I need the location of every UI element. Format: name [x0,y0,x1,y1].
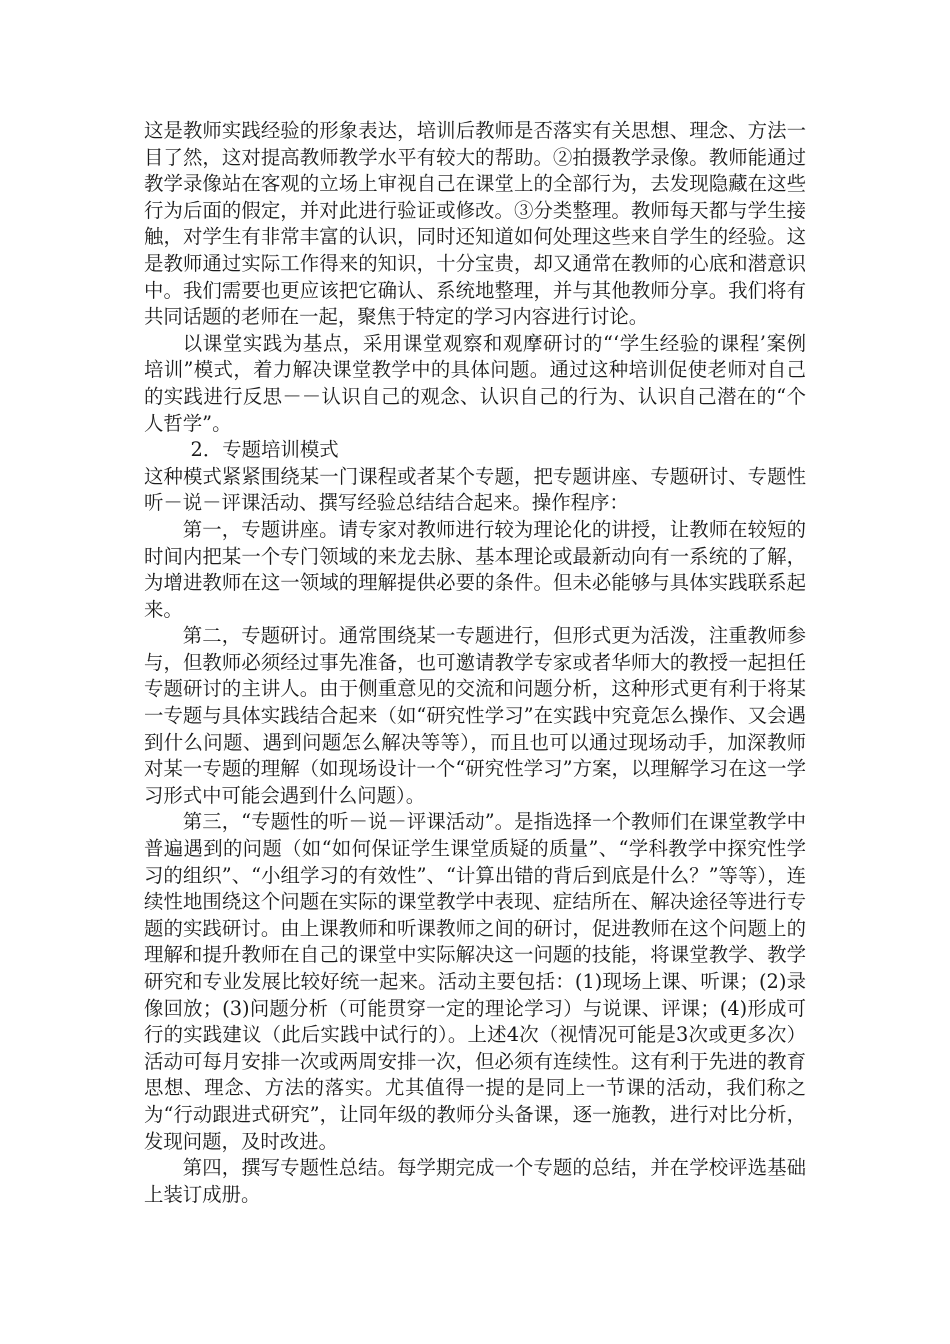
paragraph-step-summary: 第四，撰写专题性总结。每学期完成一个专题的总结，并在学校评选基础上装订成册。 [144,1156,806,1206]
paragraph-case-training: 以课堂实践为基点，采用课堂观察和观摩研讨的“‘学生经验的课程’案例培训”模式，着力解决课堂教学中的具体问题。通过这种培训促使老师对自己的实践进行反思－－认识自己的观念、认识自己的行为、认识自己潜在的“个人哲学”。 [144,331,806,435]
paragraph-step-seminar: 第二，专题研讨。通常围绕某一专题进行，但形式更为活泼，注重教师参与，但教师必须经过事先准备，也可邀请教学专家或者华师大的教授一起担任专题研讨的主讲人。由于侧重意见的交流和问题分析，这种形式更有利于将某一专题与具体实践结合起来（如“研究性学习”在实践中究竟怎么操作、又会遇到什么问题、遇到问题怎么解决等等），而且也可以通过现场动手，加深教师对某一专题的理解（如现场设计一个“研究性学习”方案，以理解学习在这一学习形式中可能会遇到什么问题）。 [144,624,806,807]
paragraph-reflection-methods: 这是教师实践经验的形象表达，培训后教师是否落实有关思想、理念、方法一目了然，这对提高教师教学水平有较大的帮助。②拍摄教学录像。教师能通过教学录像站在客观的立场上审视自己在课堂上的全部行为，去发现隐藏在这些行为后面的假定，并对此进行验证或修改。③分类整理。教师每天都与学生接触，对学生有非常丰富的认识，同时还知道如何处理这些来自学生的经验。这是教师通过实际工作得来的知识，十分宝贵，却又通常在教师的心底和潜意识中。我们需要也更应该把它确认、系统地整理，并与其他教师分享。我们将有共同话题的老师在一起，聚焦于特定的学习内容进行讨论。 [144,119,806,329]
paragraph-topic-overview: 这种模式紧紧围绕某一门课程或者某个专题，把专题讲座、专题研讨、专题性听－说－评课活动、撰写经验总结结合起来。操作程序： [144,464,806,515]
document-page [144,118,806,1208]
section-heading-topic-training: 2．专题培训模式 [190,438,339,462]
paragraph-step-lecture: 第一，专题讲座。请专家对教师进行较为理论化的讲授，让教师在较短的时间内把某一个专门领域的来龙去脉、基本理论或最新动向有一系统的了解，为增进教师在这一领域的理解提供必要的条件。但未必能够与具体实践联系起来。 [144,517,806,621]
paragraph-step-lesson-activity: 第三，“专题性的听－说－评课活动”。是指选择一个教师们在课堂教学中普遍遇到的问题（如“如何保证学生课堂质疑的质量”、“学科教学中探究性学习的组织”、“小组学习的有效性”、“计算出错的背后到底是什么？”等等），连续性地围绕这个问题在实际的课堂教学中表现、症结所在、解决途径等进行专题的实践研讨。由上课教师和听课教师之间的研讨，促进教师在这个问题上的理解和提升教师在自己的课堂中实际解决这一问题的技能，将课堂教学、教学研究和专业发展比较好统一起来。活动主要包括：(1)现场上课、听课；(2)录像回放；(3)问题分析（可能贯穿一定的理论学习）与说课、评课；(4)形成可行的实践建议（此后实践中试行的）。上述4次（视情况可能是3次或更多次）活动可每月安排一次或两周安排一次，但必须有连续性。这有利于先进的教育思想、理念、方法的落实。尤其值得一提的是同上一节课的活动，我们称之为“行动跟进式研究”，让同年级的教师分头备课，逐一施教，进行对比分析，发现问题，及时改进。 [144,810,806,1153]
